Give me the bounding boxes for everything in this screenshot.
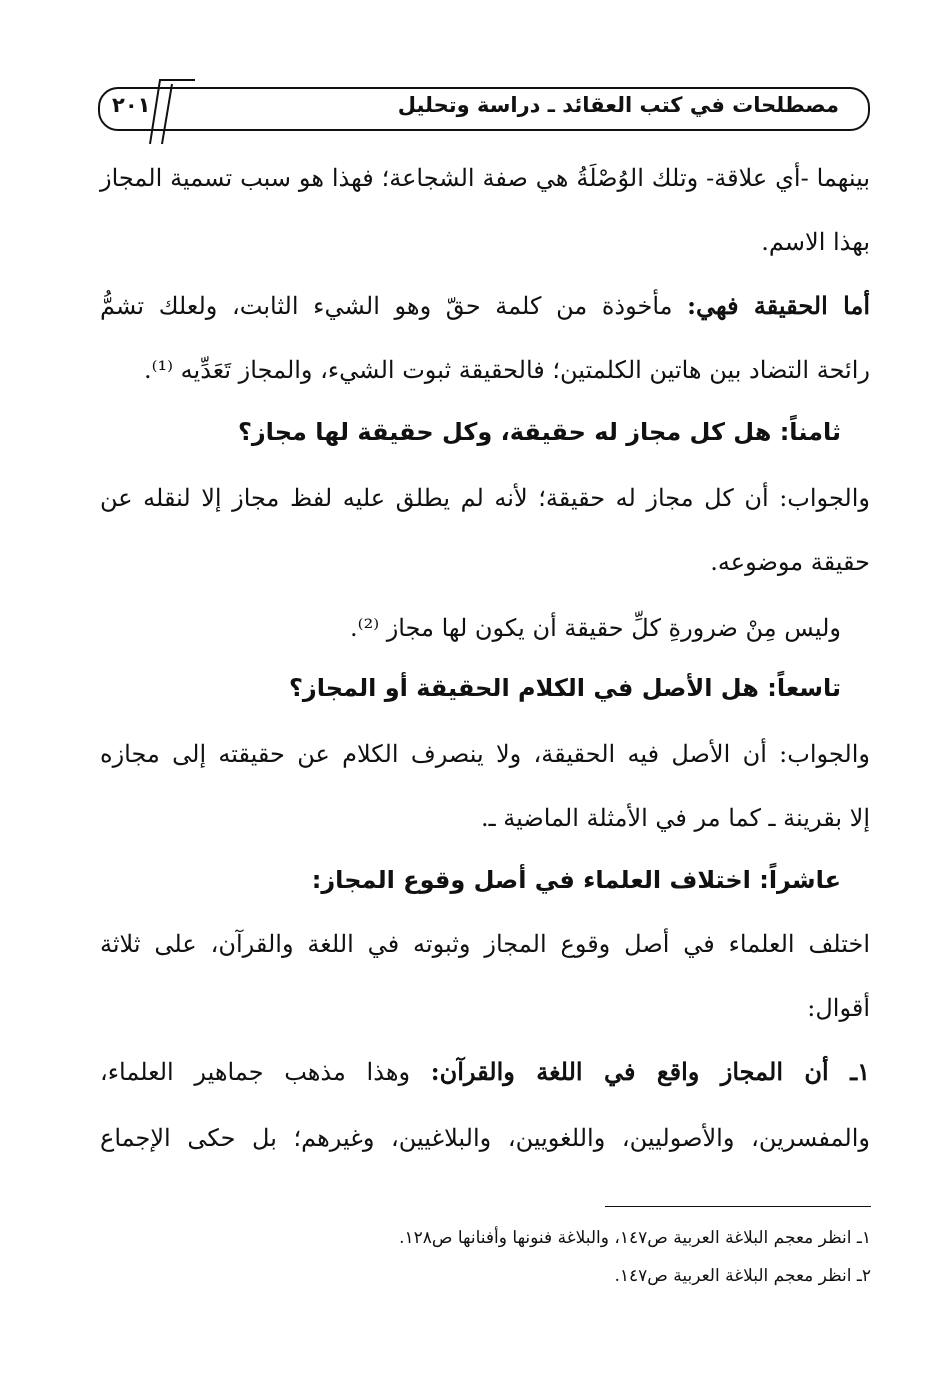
footnote-separator bbox=[605, 1206, 871, 1207]
list-item-1-title: ١ـ أن المجاز واقع في اللغة والقرآن: bbox=[430, 1057, 870, 1086]
body-line-4: رائحة التضاد بين هاتين الكلمتين؛ فالحقيقة ثبوت الشيء، والمجاز تَعَدِّيه ⁽¹⁾. bbox=[143, 356, 870, 384]
body-line-2: بهذا الاسم. bbox=[761, 228, 870, 256]
body-line-9: إلا بقرينة ـ كما مر في الأمثلة الماضية ـ. bbox=[480, 804, 870, 832]
body-line-11: أقوال: bbox=[807, 994, 870, 1022]
footnote-2: ٢ـ انظر معجم البلاغة العربية ص١٤٧. bbox=[614, 1266, 871, 1286]
body-line-10: اختلف العلماء في أصل وقوع المجاز وثبوته في اللغة والقرآن، على ثلاثة bbox=[100, 930, 870, 958]
section-heading-9: تاسعاً: هل الأصل في الكلام الحقيقة أو المجاز؟ bbox=[289, 674, 841, 702]
body-line-13: والمفسرين، والأصوليين، واللغويين، والبلاغيين، وغيرهم؛ بل حكى الإجماع bbox=[100, 1124, 870, 1152]
footnote-1: ١ـ انظر معجم البلاغة العربية ص١٤٧، والبلاغة فنونها وأفنانها ص١٢٨. bbox=[399, 1228, 871, 1248]
body-line-12-rest: وهذا مذهب جماهير العلماء، bbox=[100, 1058, 431, 1086]
body-line-3 bbox=[100, 288, 870, 324]
running-header-title: مصطلحات في كتب العقائد ـ دراسة وتحليل bbox=[397, 93, 839, 117]
section-heading-10: عاشراً: اختلاف العلماء في أصل وقوع المجاز: bbox=[311, 866, 841, 894]
body-line-12 bbox=[100, 1054, 870, 1090]
body-line-8: والجواب: أن الأصل فيه الحقيقة، ولا ينصرف الكلام عن حقيقته إلى مجازه bbox=[100, 740, 870, 768]
body-line-3-rest: مأخوذة من كلمة حقّ وهو الشيء الثابت، ولعلك تشمُّ bbox=[100, 292, 688, 320]
body-line-7: وليس مِنْ ضرورةِ كلِّ حقيقة أن يكون لها مجاز ⁽²⁾. bbox=[350, 614, 841, 642]
section-heading-8: ثامناً: هل كل مجاز له حقيقة، وكل حقيقة لها مجاز؟ bbox=[237, 418, 841, 446]
page-number: ٢٠١ bbox=[112, 93, 151, 117]
term-haqiqa: أما الحقيقة فهي: bbox=[687, 291, 871, 320]
body-line-5: والجواب: أن كل مجاز له حقيقة؛ لأنه لم يطلق عليه لفظ مجاز إلا لنقله عن bbox=[100, 484, 870, 512]
body-line-6: حقيقة موضوعه. bbox=[710, 548, 870, 576]
body-line-1: بينهما -أي علاقة- وتلك الوُصْلَةُ هي صفة الشجاعة؛ فهذا هو سبب تسمية المجاز bbox=[100, 164, 870, 192]
